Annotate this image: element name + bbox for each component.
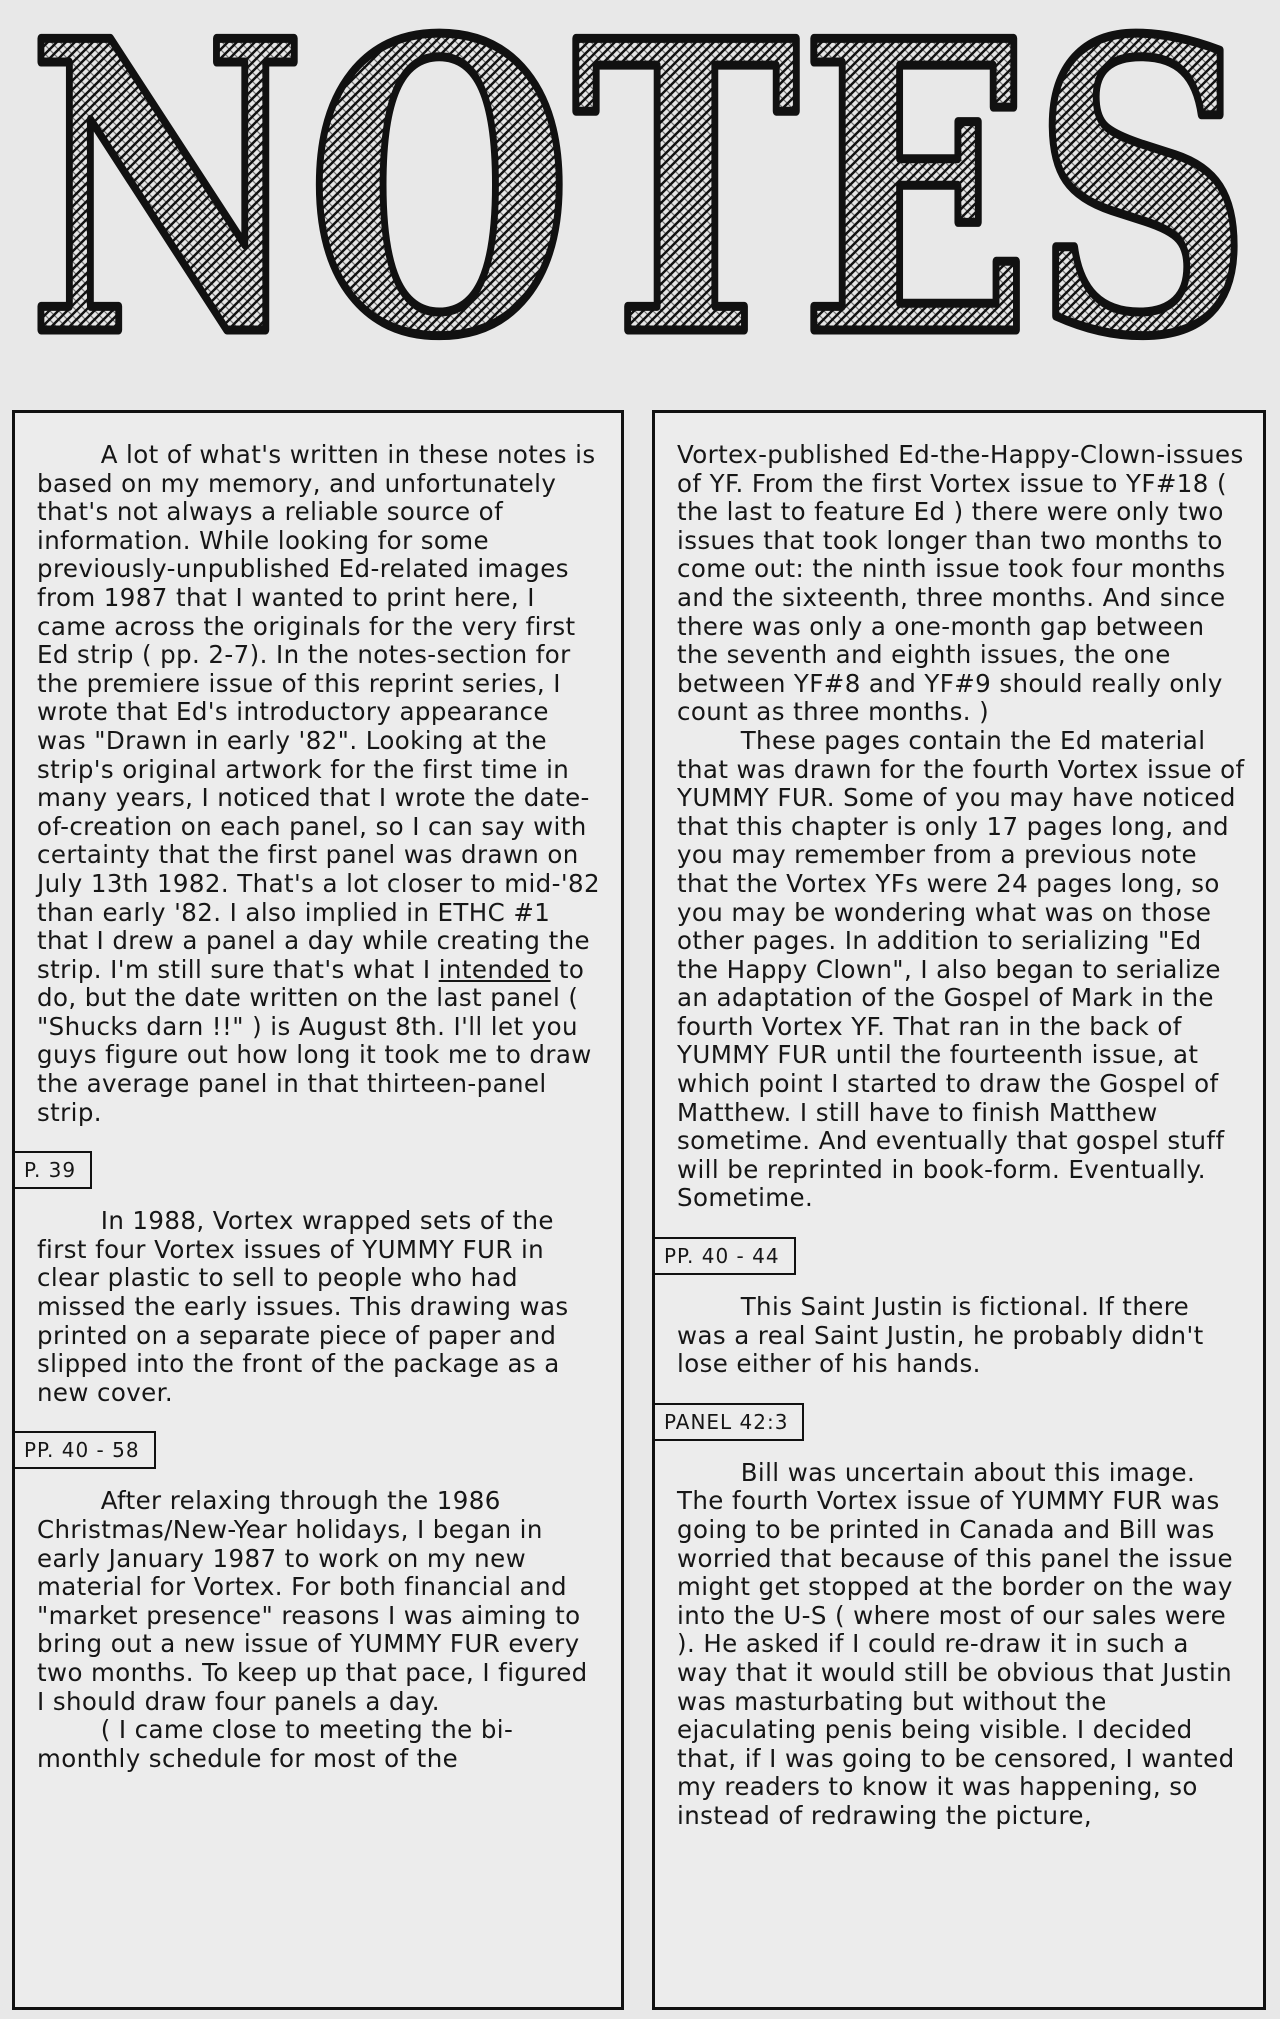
section-text-p39: In 1988, Vortex wrapped sets of the first four Vortex issues of YUMMY FUR in clear plastic to sell to people who had missed the early issues. This drawing was printed on a separate piece of paper and slipped into the front of the package as a new cover. (37, 1206, 569, 1407)
continued-paragraph: Vortex-published Ed-the-Happy-Clown-issues of YF. From the first Vortex issue to YF#18 ( the last to feature Ed ) there were only two issues that took longer than two months to come out: the ninth issue took four months and the sixteenth, three months. And since there was only a one-month gap between the seventh and eighth issues, the one between YF#8 and YF#9 should really only count as three months. ) (677, 440, 1244, 727)
section-label-pp40-58: PP. 40 - 58 (13, 1431, 156, 1469)
notes-column-right (652, 410, 1266, 2010)
page-title (0, 0, 1280, 380)
section-label-panel42-3: PANEL 42:3 (653, 1403, 804, 1441)
intro-text-part2: to do, but the date written on the last panel ( "Shucks darn !!" ) is August 8th. I'll let you guys figure out how long it took me to draw the average panel in that thirteen-panel strip. (37, 954, 592, 1127)
section-label-pp40-44: PP. 40 - 44 (653, 1237, 796, 1275)
intro-text-part1: A lot of what's written in these notes is based on my memory, and unfortunately that's not always a reliable source of information. While looking for some previously-unpublished Ed-related images from 1987 that I wanted to print here, I came across the originals for the very first Ed strip ( pp. 2-7). In the notes-section for the premiere issue of this reprint series, I wrote that Ed's introductory appearance was "Drawn in early '82". Looking at the strip's original artwork for the first time in many years, I noticed that I wrote the date-of-creation on each panel, so I can say with certainty that the first panel was drawn on July 13th 1982. That's a lot closer to mid-'82 than early '82. I also implied in ETHC #1 that I drew a panel a day while creating the strip. I'm still sure that's what I (37, 440, 600, 984)
section-text-panel42-3: Bill was uncertain about this image. The fourth Vortex issue of YUMMY FUR was going to be printed in Canada and Bill was worried that because of this panel the issue might get stopped at the border on the way into the U-S ( where most of our sales were ). He asked if I could re-draw it in such a way that it would still be obvious that Justin was masturbating but without the ejaculating penis being visible. I decided that, if I was going to be censored, I wanted my readers to know it was happening, so instead of redrawing the picture, (677, 1457, 1235, 1830)
chapter-paragraph: These pages contain the Ed material that was drawn for the fourth Vortex issue of YUMMY FUR. Some of you may have noticed that this chapter is only 17 pages long, and you may remember from a previous note that the Vortex YFs were 24 pages long, so you may be wondering what was on those other pages. In addition to serializing "Ed the Happy Clown", I also began to serialize an adaptation of the Gospel of Mark in the fourth Vortex YF. That ran in the back of YUMMY FUR until the fourteenth issue, at which point I started to draw the Gospel of Matthew. I still have to finish Matthew sometime. And eventually that gospel stuff will be reprinted in book-form. Eventually. Sometime. (677, 725, 1245, 1213)
title-text: NOTES (27, 0, 1253, 380)
title-lettering (0, 0, 1280, 380)
section-label-p39: P. 39 (13, 1151, 92, 1189)
section-text-pp40-58-aside: ( I came close to meeting the bi-monthly schedule for most of the (37, 1715, 514, 1773)
notes-column-left (12, 410, 624, 2010)
section-text-pp40-44: This Saint Justin is fictional. If there was a real Saint Justin, he probably didn't lose either of his hands. (677, 1292, 1204, 1379)
intro-paragraph (37, 441, 603, 1127)
intro-underlined-word: intended (438, 954, 551, 984)
section-text-pp40-58: After relaxing through the 1986 Christmas/New-Year holidays, I began in early January 1987 to work on my new material for Vortex. For both financial and "market presence" reasons I was aiming to bring out a new issue of YUMMY FUR every two months. To keep up that pace, I figured I should draw four panels a day. (37, 1486, 588, 1716)
